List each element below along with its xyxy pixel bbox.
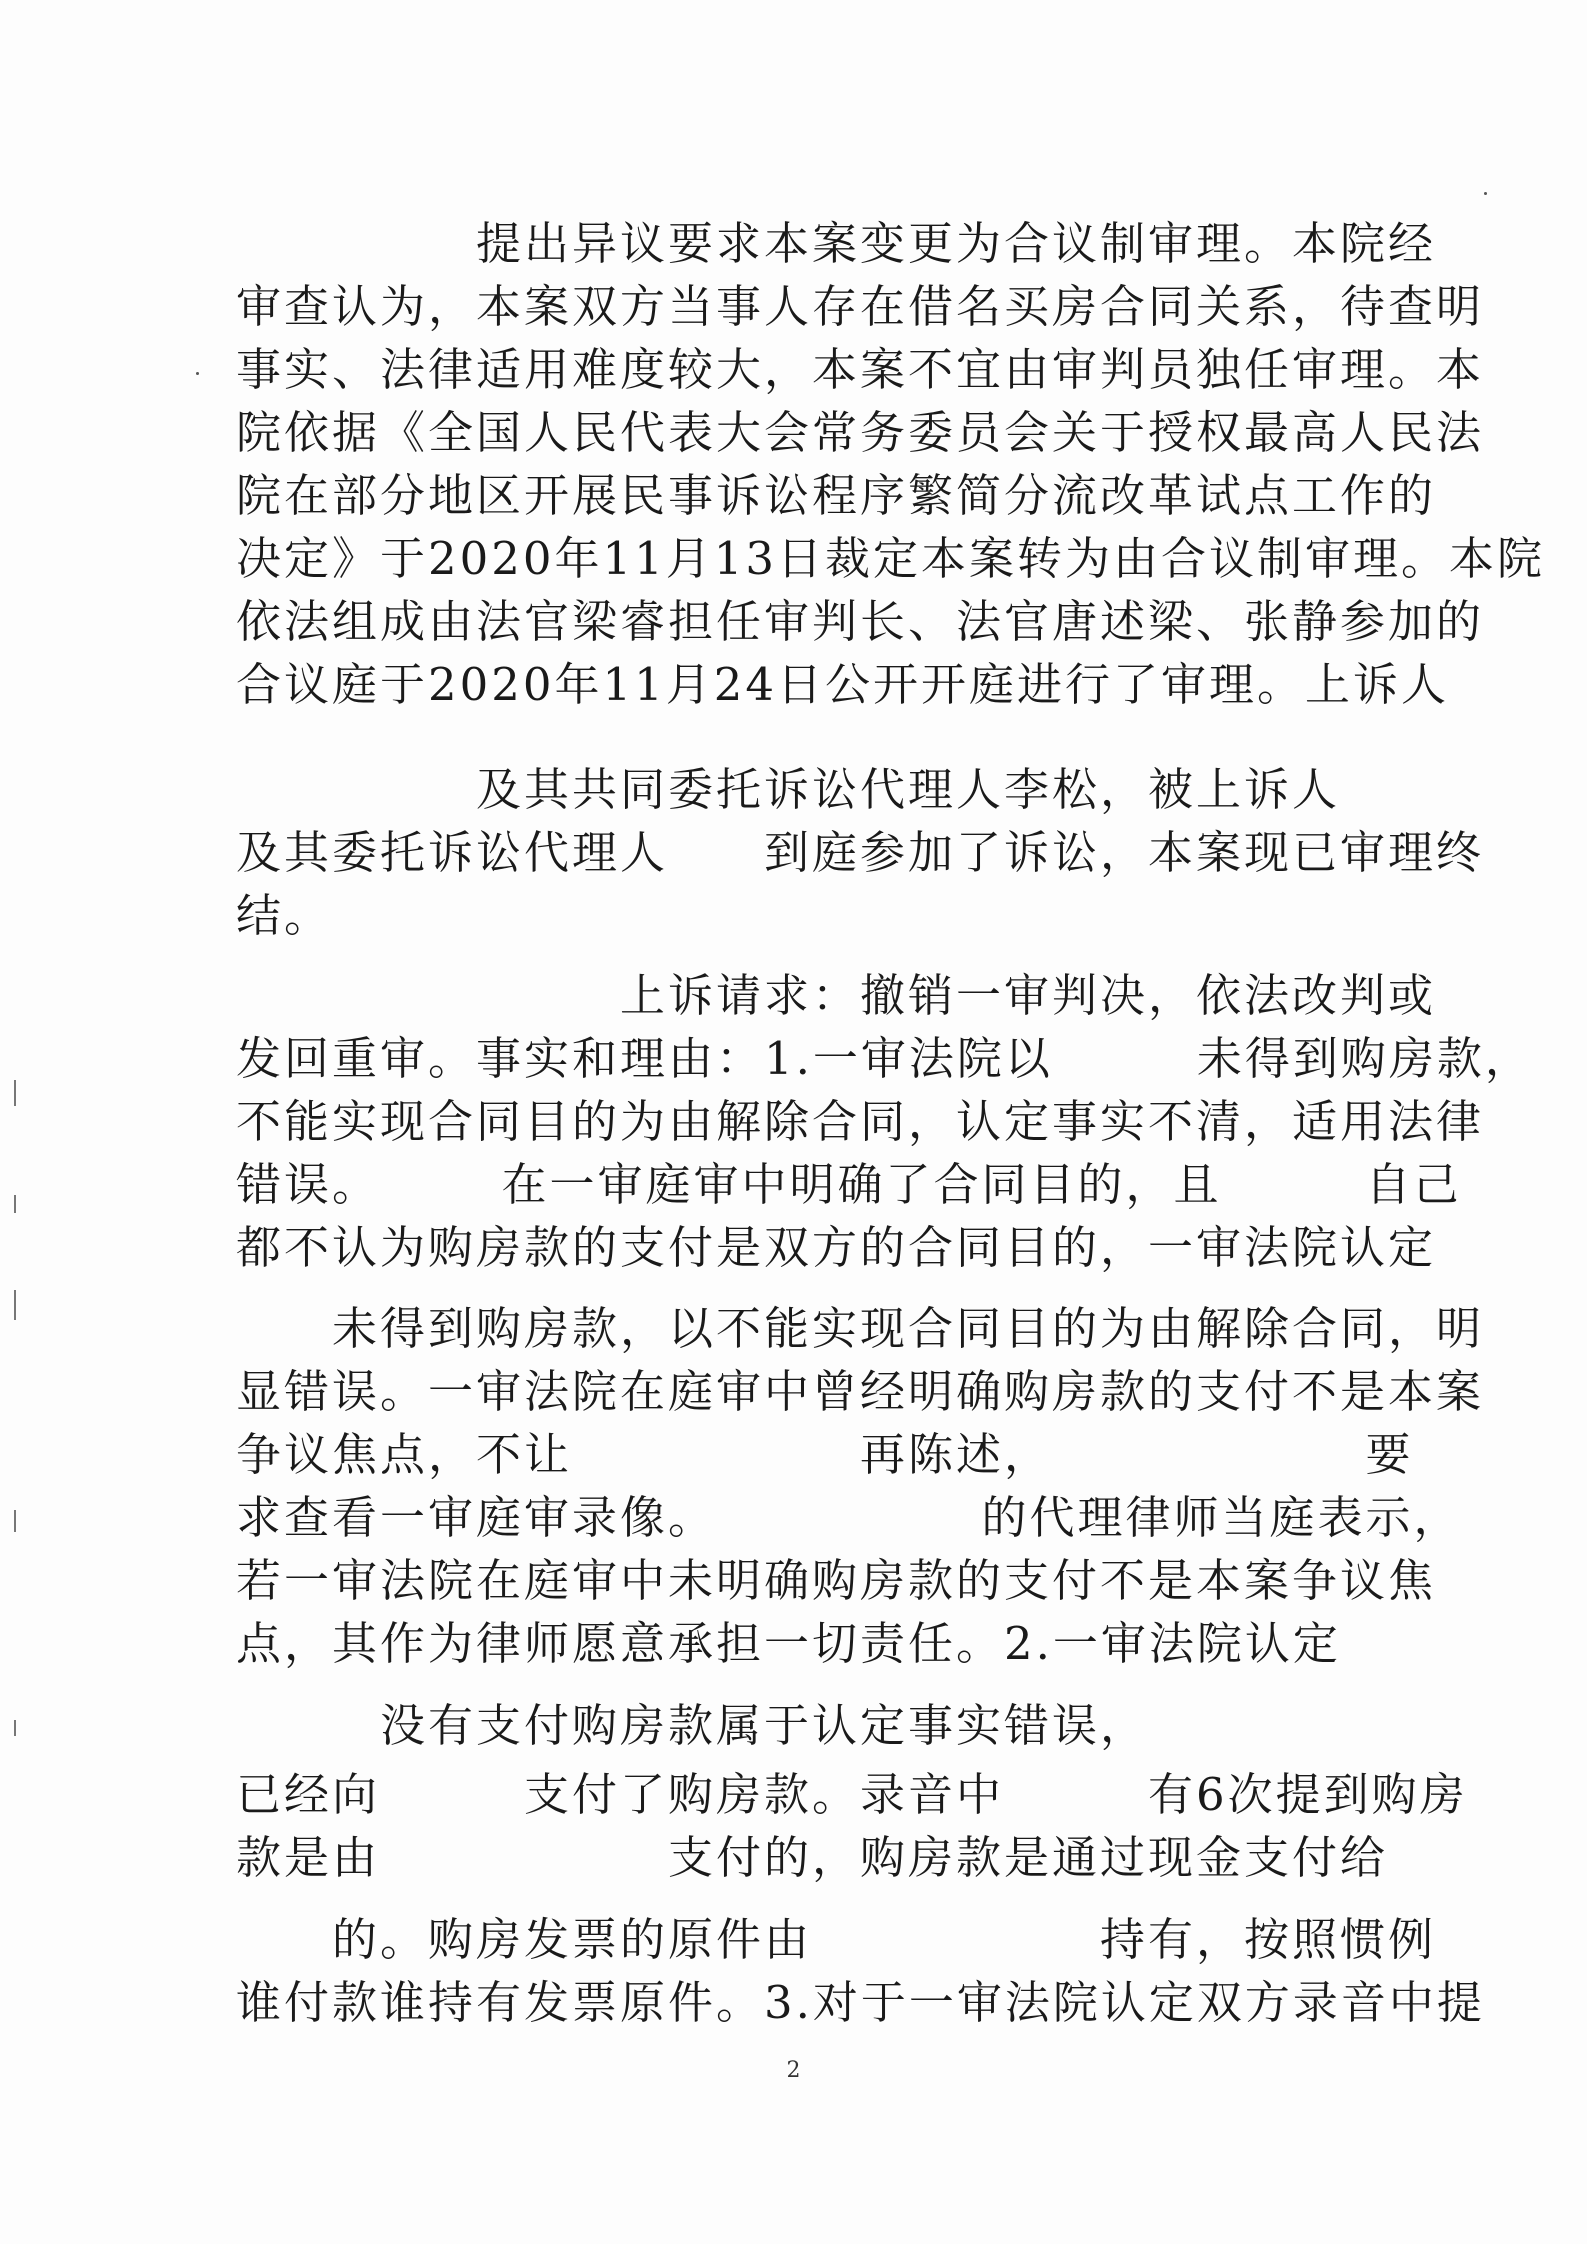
text-line: 款是由 支付的，购房款是通过现金支付给 [236, 1831, 1389, 1884]
text-line: 已经向 支付了购房款。录音中 有6次提到购房 [236, 1768, 1468, 1821]
scan-edge-mark [14, 1290, 16, 1320]
text-line: 显错误。一审法院在庭审中曾经明确购房款的支付不是本案 [236, 1365, 1485, 1418]
scan-edge-mark [14, 1195, 16, 1213]
text-line: 结。 [236, 889, 333, 942]
scan-edge-mark [14, 1720, 16, 1736]
text-line: 院在部分地区开展民事诉讼程序繁简分流改革试点工作的 [236, 469, 1437, 522]
text-line: 发回重审。事实和理由：1.一审法院以 未得到购房款， [236, 1032, 1533, 1085]
text-line: 依法组成由法官梁睿担任审判长、法官唐述梁、张静参加的 [236, 595, 1485, 648]
text-line: 若一审法院在庭审中未明确购房款的支付不是本案争议焦 [236, 1554, 1437, 1607]
text-line: 不能实现合同目的为由解除合同，认定事实不清，适用法律 [236, 1095, 1485, 1148]
scan-edge-mark [14, 1080, 16, 1106]
scan-speck [196, 372, 199, 375]
scan-speck [1484, 192, 1487, 195]
text-line: 未得到购房款，以不能实现合同目的为由解除合同，明 [236, 1302, 1485, 1355]
page-number: 2 [786, 2058, 801, 2083]
text-line: 提出异议要求本案变更为合议制审理。本院经 [236, 217, 1437, 270]
text-line: 没有支付购房款属于认定事实错误， [236, 1699, 1149, 1752]
text-line: 上诉请求：撤销一审判决，依法改判或 [236, 969, 1437, 1022]
text-line: 都不认为购房款的支付是双方的合同目的，一审法院认定 [236, 1221, 1437, 1274]
text-line: 谁付款谁持有发票原件。3.对于一审法院认定双方录音中提 [236, 1976, 1485, 2029]
text-line: 及其委托诉讼代理人 到庭参加了诉讼，本案现已审理终 [236, 826, 1485, 879]
scan-edge-mark [14, 1510, 16, 1532]
text-line: 争议焦点，不让 再陈述， 要 [236, 1428, 1414, 1481]
text-line: 及其共同委托诉讼代理人李松，被上诉人 [236, 763, 1341, 816]
text-line: 错误。 在一审庭审中明确了合同目的，且 自己 [236, 1158, 1462, 1211]
text-line: 审查认为，本案双方当事人存在借名买房合同关系，待查明 [236, 280, 1485, 333]
text-line: 求查看一审庭审录像。 的代理律师当庭表示， [236, 1491, 1462, 1544]
text-line: 决定》于2020年11月13日裁定本案转为由合议制审理。本院 [236, 532, 1546, 585]
text-line: 合议庭于2020年11月24日公开开庭进行了审理。上诉人 [236, 658, 1450, 711]
text-line: 事实、法律适用难度较大，本案不宜由审判员独任审理。本 [236, 343, 1485, 396]
text-line: 点，其作为律师愿意承担一切责任。2.一审法院认定 [236, 1617, 1341, 1670]
text-line: 的。购房发票的原件由 持有，按照惯例 [236, 1913, 1437, 1966]
text-line: 院依据《全国人民代表大会常务委员会关于授权最高人民法 [236, 406, 1485, 459]
